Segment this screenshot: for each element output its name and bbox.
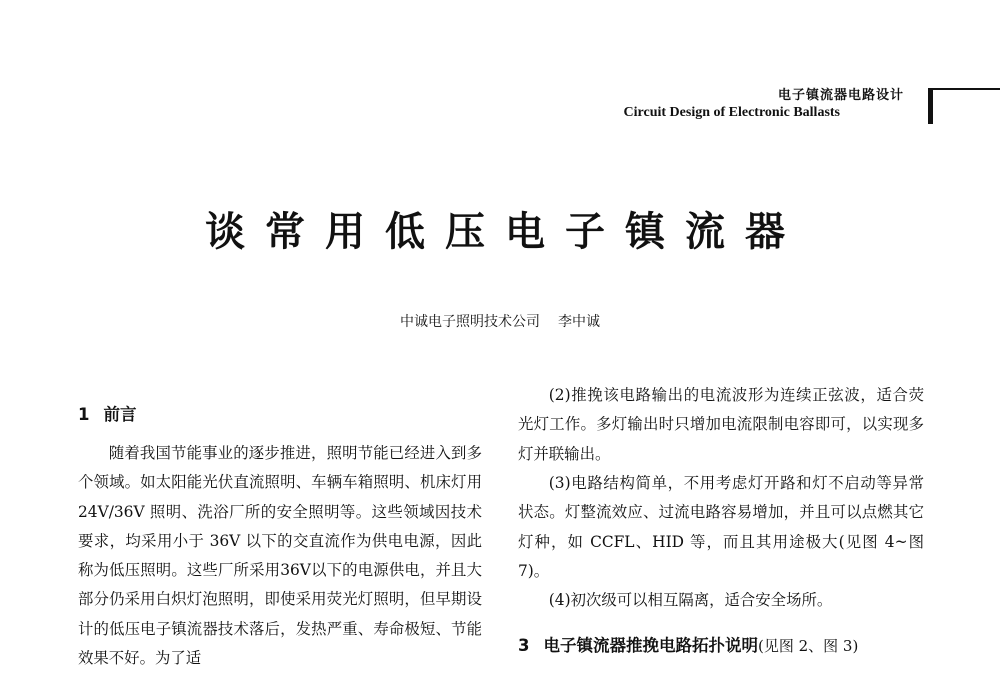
section-3-heading: [518, 631, 858, 661]
section-3-note: (见图 2、图 3): [757, 637, 859, 655]
intro-paragraph: 随着我国节能事业的逐步推进，照明节能已经进入到多个领域。如太阳能光伏直流照明、车辆车箱照明、机床灯用 24V/36V 照明、洗浴厂所的安全照明等。这些领域因技术要求，均采用小于 36V 以下的交直流作为供电电源，因此称为低压照明。这些厂所采用36V以下的电源供电，并且大部分仍采用白炽灯泡照明，即使采用荧光灯照明，但早期设计的低压电子镇流器技术落后，发热严重、寿命极短、节能效果不好。为了适: [78, 444, 482, 668]
item-3-paragraph: (3)电路结构简单，不用考虑灯开路和灯不启动等异常状态。灯整流效应、过流电路容易增加，并且可以点燃其它灯种，如 CCFL、HID 等，而且其用途极大(见图 4~图 7)。: [518, 474, 924, 580]
article-title: 谈常用低压电子镇流器: [205, 208, 805, 255]
item-4-paragraph: (4)初次级可以相互隔离，适合安全场所。: [548, 591, 833, 609]
section-1-title: 前言: [103, 405, 137, 424]
section-1-number: 1: [78, 405, 90, 424]
running-head-cn: 电子镇流器电路设计: [777, 88, 904, 103]
byline: [0, 311, 1000, 331]
corner-line-decoration: [933, 88, 1000, 90]
corner-bar-decoration: [928, 88, 933, 124]
author: 李中诚: [558, 314, 600, 330]
running-head-en: Circuit Design of Electronic Ballasts: [623, 105, 840, 120]
section-1-heading: [78, 400, 136, 429]
section-3-title: 电子镇流器推挽电路拓扑说明: [543, 636, 758, 655]
item-2-paragraph: (2)推挽该电路输出的电流波形为连续正弦波，适合荧光灯工作。多灯输出时只增加电流限制电容即可，以实现多灯并联输出。: [518, 386, 924, 463]
affiliation: 中诚电子照明技术公司: [400, 314, 540, 330]
section-3-number: 3: [518, 636, 530, 655]
